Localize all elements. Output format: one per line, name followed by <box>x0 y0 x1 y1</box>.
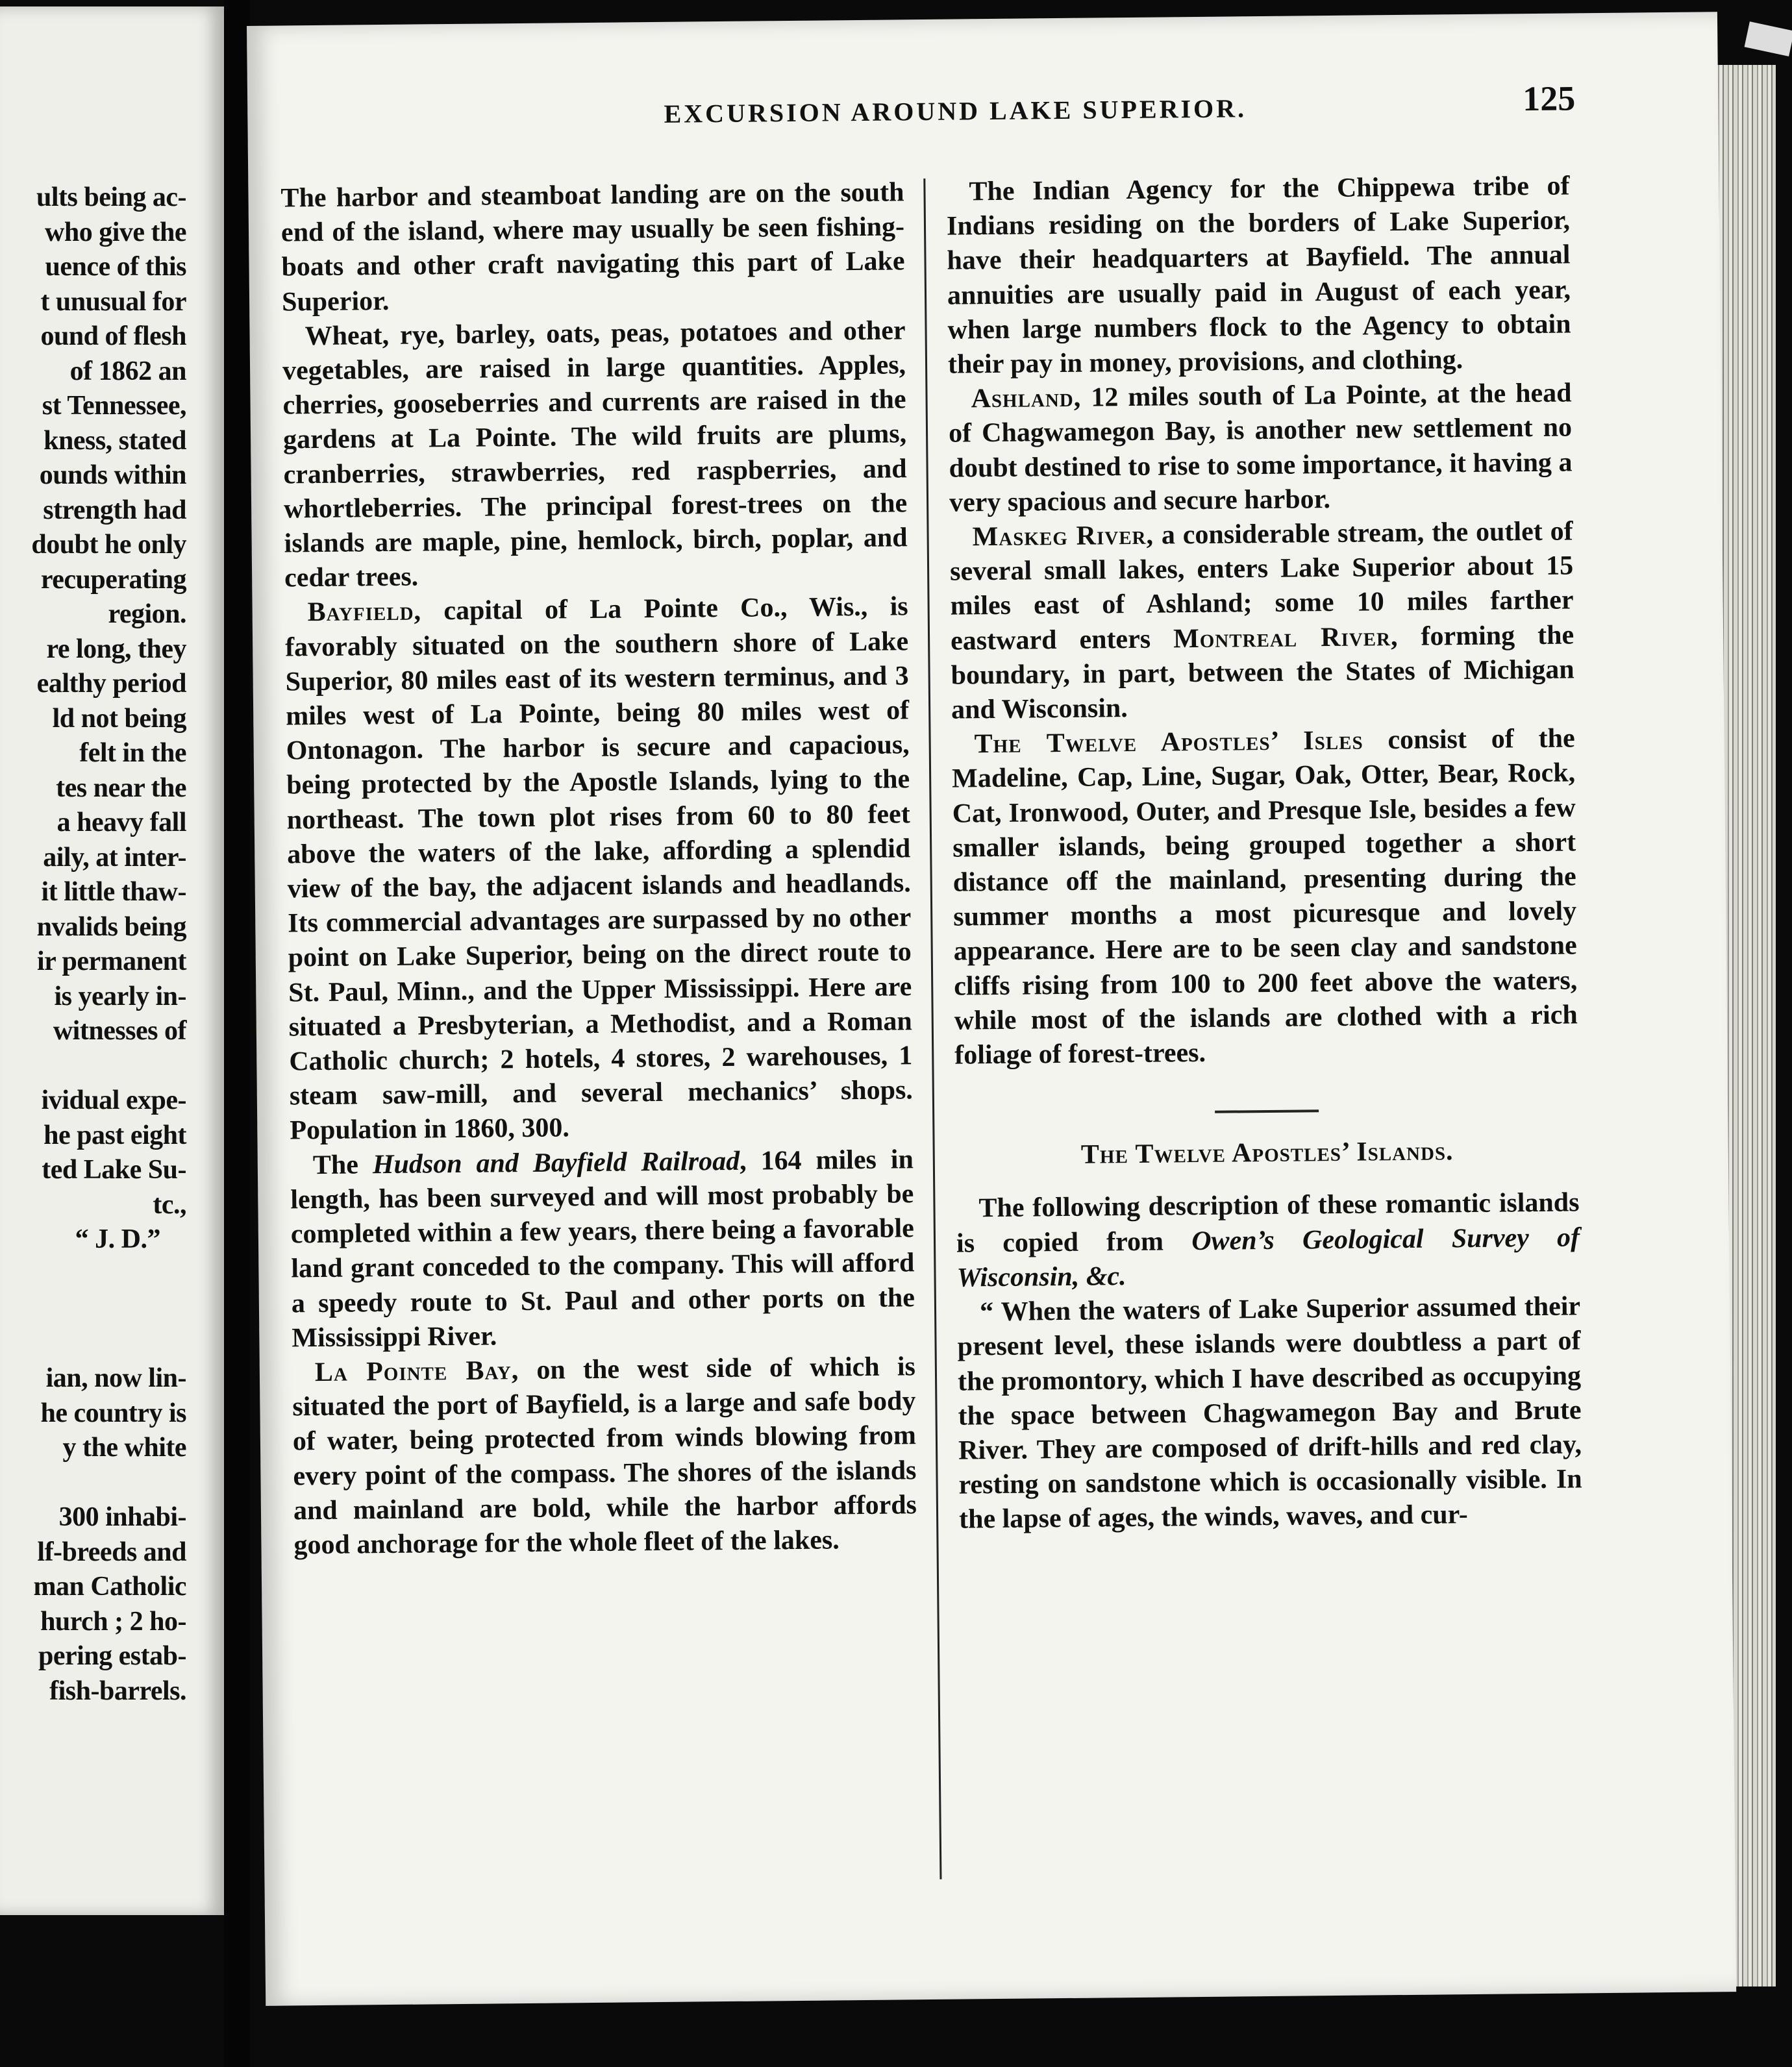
previous-page-line: ir permanent <box>36 947 186 976</box>
previous-page-line: tc., <box>153 1189 186 1220</box>
page-number: 125 <box>1522 79 1576 119</box>
previous-page-line: t unusual for <box>40 286 186 317</box>
previous-page-line: ted Lake Su- <box>42 1155 186 1185</box>
text-maskeg-a: a considerable stream, the outlet of several small lakes, enters Lake Superior about 15 miles east of Ashland; some 10 miles farther eastward enters <box>949 516 1574 656</box>
paragraph-twelve-apostles-isles <box>951 722 1578 1073</box>
paragraph-bayfield <box>284 590 913 1148</box>
previous-page-line: it little thaw- <box>41 877 186 907</box>
paragraph-ashland <box>948 377 1573 521</box>
previous-page-line: recuperating <box>40 564 186 595</box>
right-column <box>946 169 1582 1537</box>
previous-page-text <box>0 180 186 1709</box>
previous-page-line: hurch ; 2 ho- <box>40 1606 186 1637</box>
previous-page-line: ealthy period <box>36 669 186 699</box>
previous-page-line: ound of flesh <box>40 321 186 351</box>
text-twelve-apostles: consist of the Madeline, Cap, Line, Sugar, Oak, Otter, Bear, Rock, Cat, Ironwood, Outer, and Presque Isle, besides a few smaller islands, being grouped together a short distance off the mainland, presenting during the summer months a most picuresque and lovely appearance. Here are to be seen clay and sandstone cliffs rising from 100 to 200 feet above the waters, while most of the islands are clothed with a rich foliage of forest-trees. <box>951 723 1578 1071</box>
text-railroad-start: The <box>312 1149 373 1180</box>
previous-page-line: pering estab- <box>38 1641 186 1671</box>
previous-page-line: lf-breeds and <box>37 1537 186 1567</box>
survey-title: Owen’s Geological Survey of Wisconsin, &c. <box>956 1222 1580 1293</box>
text-description-start: The following description of these romantic islands is copied from <box>956 1187 1580 1259</box>
previous-page-line: uence of this <box>45 252 186 282</box>
previous-page-line: strength had <box>43 495 186 525</box>
section-heading: The Twelve Apostles’ Islands. <box>1080 1136 1454 1170</box>
previous-page-line: fish-barrels. <box>49 1676 186 1706</box>
lead-ashland: Ashland, <box>971 382 1082 414</box>
previous-page <box>0 6 224 1915</box>
previous-page-line: of 1862 an <box>69 356 186 386</box>
lead-montreal-river: Montreal River, <box>1173 621 1399 654</box>
previous-page-line: he country is <box>40 1398 186 1428</box>
paragraph-crops: Wheat, rye, barley, oats, peas, potatoes and other vegetables, are raised in large quantities. Apples, cherries, gooseberries and currents are raised in the gardens at La Pointe. The wild fruits are plums, cranberries, strawberries, red raspberries, and whortleberries. The principal forest-trees on the islands are maple, pine, hemlock, birch, poplar, and cedar trees. <box>282 316 908 593</box>
previous-page-line: nvalids being <box>36 911 186 942</box>
paragraph-quotation: “ When the waters of Lake Superior assumed their present level, these islands were doubtless a part of the promontory, which I have described as occupying the space between Chagwamegon Bay and Brute River. They are composed of drift-hills and red clay, resting on sandstone which is occasionally visible. In the lapse of ages, the winds, waves, and cur- <box>957 1291 1582 1535</box>
paragraph-indian-agency: The Indian Agency for the Chippewa tribe of Indians residing on the borders of Lake Superior, have their headquarters at Bayfield. The annual annuities are usually paid in August of each year, when large numbers flock to the Agency to obtain their pay in money, provisions, and clothing. <box>946 171 1571 380</box>
previous-page-line: “ J. D.” <box>75 1224 160 1254</box>
previous-page-line: ounds within <box>39 460 186 490</box>
column-rule <box>923 179 941 1879</box>
lead-maskeg-river: Maskeg River, <box>972 520 1154 552</box>
text-la-pointe-bay: on the west side of which is situated the port of Bayfield, is a large and safe body of water, being protected from winds blowing from every point of the compass. The shores of the islands and mainland are bold, while the harbor affords good anchorage for the whole fleet of the lakes. <box>292 1352 917 1561</box>
previous-page-line: he past eight <box>44 1120 186 1150</box>
section-divider <box>1215 1110 1319 1114</box>
previous-page-line: tes near the <box>56 773 186 803</box>
paragraph-la-pointe-bay <box>292 1350 917 1563</box>
text-maskeg-b: forming the boundary, in part, between the States of Michigan and Wisconsin. <box>951 620 1574 725</box>
previous-page-line: ian, now lin- <box>45 1363 186 1393</box>
previous-page-line <box>0 1292 186 1327</box>
running-head: EXCURSION AROUND LAKE SUPERIOR. <box>664 93 1247 129</box>
left-column <box>280 175 917 1563</box>
paragraph-maskeg-river <box>949 514 1574 727</box>
previous-page-line: ividual expe- <box>41 1085 186 1115</box>
previous-page-line: doubt he only <box>31 530 186 560</box>
previous-page-line <box>0 1257 186 1293</box>
previous-page-line: is yearly in- <box>54 981 186 1011</box>
lead-la-pointe-bay: La Pointe Bay, <box>314 1355 519 1387</box>
previous-page-line: who give the <box>45 217 186 247</box>
railroad-name: Hudson and Bayfield Railroad <box>372 1146 740 1180</box>
previous-page-line: witnesses of <box>53 1016 186 1046</box>
lead-twelve-apostles: The Twelve Apostles’ Isles <box>974 725 1363 760</box>
previous-page-line: y the white <box>62 1433 186 1463</box>
previous-page-line <box>0 1049 186 1084</box>
previous-page-line <box>0 1327 186 1362</box>
previous-page-line: kness, stated <box>44 425 186 456</box>
previous-page-line: aily, at inter- <box>43 842 186 873</box>
previous-page-line <box>0 1466 186 1501</box>
book-gutter <box>224 0 250 2067</box>
paragraph-railroad <box>290 1143 915 1355</box>
previous-page-line: re long, they <box>46 634 186 664</box>
text-railroad: , 164 miles in length, has been surveyed and will most probably be completed within a few years, there being a favorable land grant conceded to the company. This will afford a speedy route to St. Paul and other ports on the Mississippi River. <box>290 1144 915 1354</box>
previous-page-line: st Tennessee, <box>42 391 186 421</box>
previous-page-line: felt in the <box>79 738 186 768</box>
text-bayfield: capital of La Pointe Co., Wis., is favorably situated on the southern shore of Lake Superior, 80 miles east of its western terminus, and 3 miles west of La Pointe, being 80 miles west of Ontonagon. The harbor is secure and capacious, being protected by the Apostle Islands, lying to the northeast. The town plot rises from 60 to 80 feet above the waters of the lake, affording a splendid view of the bay, the adjacent islands and headlands. Its commercial advantages are surpassed by no other point on Lake Superior, being on the direct route to St. Paul, Minn., and the Upper Mississippi. Here are situated a Presbyterian, a Methodist, and a Roman Catholic church; 2 hotels, 4 stores, 2 warehouses, 1 steam saw-mill, and several mechanics’ shops. Population in 1860, 300. <box>284 591 914 1146</box>
previous-page-line: 300 inhabi- <box>58 1502 186 1532</box>
lead-bayfield: Bayfield, <box>307 596 422 628</box>
previous-page-line: ld not being <box>52 703 186 734</box>
previous-page-line: ults being ac- <box>36 182 186 212</box>
scan-corner <box>1745 21 1792 56</box>
previous-page-line: a heavy fall <box>56 808 186 837</box>
paragraph-description-intro <box>956 1186 1580 1296</box>
book-page <box>247 12 1736 2006</box>
text-ashland: 12 miles south of La Pointe, at the head of Chagwamegon Bay, is another new settlement no doubt destined to rise to some importance, it having a very spacious and secure harbor. <box>948 378 1573 518</box>
paragraph-harbor: The harbor and steamboat landing are on the south end of the island, where may usually be seen fishing-boats and other craft navigating this part of Lake Superior. <box>280 177 905 317</box>
previous-page-line: man Catholic <box>33 1572 186 1602</box>
previous-page-line: region. <box>108 599 186 629</box>
